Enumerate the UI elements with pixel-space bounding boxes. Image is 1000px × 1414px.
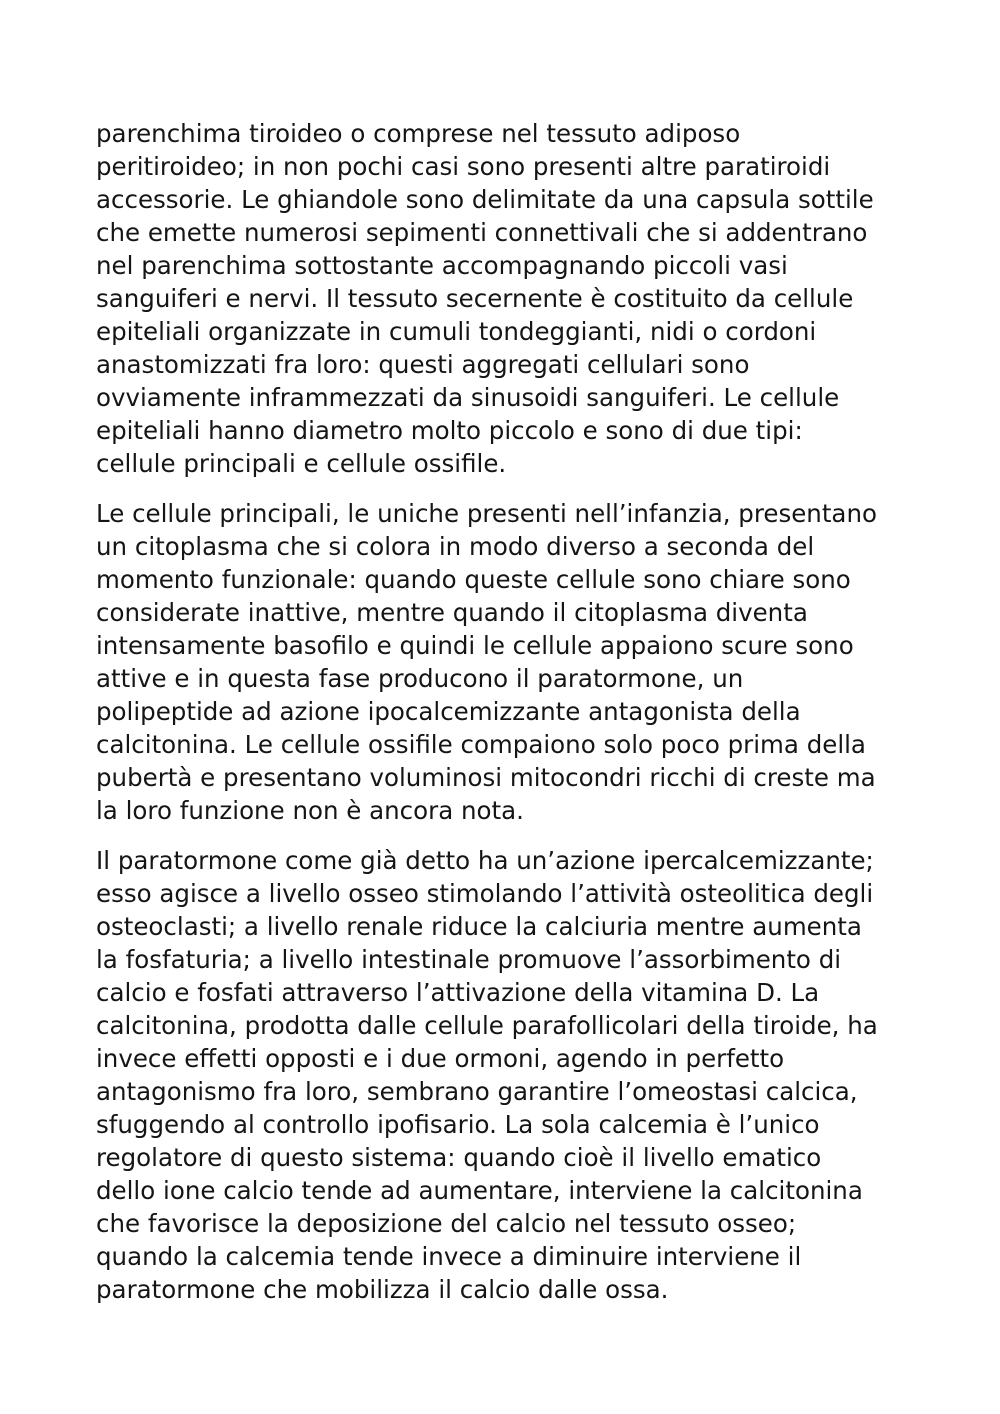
text-line: ovviamente inframmezzati da sinusoidi sanguiferi. Le cellule: [96, 383, 840, 412]
text-line: che favorisce la deposizione del calcio nel tessuto osseo;: [96, 1209, 797, 1238]
text-line: invece effetti opposti e i due ormoni, agendo in perfetto: [96, 1044, 785, 1073]
paragraph-1: [96, 117, 916, 480]
text-line: osteoclasti; a livello renale riduce la calciuria mentre aumenta: [96, 912, 862, 941]
text-line: momento funzionale: quando queste cellule sono chiare sono: [96, 565, 851, 594]
text-line: sfuggendo al controllo ipofisario. La sola calcemia è l’unico: [96, 1110, 820, 1139]
text-line: epiteliali hanno diametro molto piccolo e sono di due tipi:: [96, 416, 803, 445]
text-line: esso agisce a livello osseo stimolando l’attività osteolitica degli: [96, 879, 874, 908]
text-line: pubertà e presentano voluminosi mitocondri ricchi di creste ma: [96, 763, 876, 792]
text-line: calcitonina. Le cellule ossifile compaiono solo poco prima della: [96, 730, 866, 759]
text-line: nel parenchima sottostante accompagnando piccoli vasi: [96, 251, 788, 280]
text-line: sanguiferi e nervi. Il tessuto secernente è costituito da cellule: [96, 284, 854, 313]
paragraph-2: [96, 497, 916, 827]
text-line: la fosfaturia; a livello intestinale promuove l’assorbimento di: [96, 945, 842, 974]
paragraph-3: [96, 844, 916, 1306]
body-text: [96, 117, 916, 1306]
text-line: paratormone che mobilizza il calcio dalle ossa.: [96, 1275, 669, 1304]
text-line: Il paratormone come già detto ha un’azione ipercalcemizzante;: [96, 846, 874, 875]
text-line: intensamente basofilo e quindi le cellule appaiono scure sono: [96, 631, 854, 660]
text-line: epiteliali organizzate in cumuli tondeggianti, nidi o cordoni: [96, 317, 817, 346]
text-line: calcio e fosfati attraverso l’attivazione della vitamina D. La: [96, 978, 820, 1007]
text-line: quando la calcemia tende invece a diminuire interviene il: [96, 1242, 802, 1271]
text-line: dello ione calcio tende ad aumentare, interviene la calcitonina: [96, 1176, 863, 1205]
text-line: parenchima tiroideo o comprese nel tessuto adiposo: [96, 119, 741, 148]
text-line: attive e in questa fase producono il paratormone, un: [96, 664, 744, 693]
text-line: regolatore di questo sistema: quando cioè il livello ematico: [96, 1143, 822, 1172]
text-line: peritiroideo; in non pochi casi sono presenti altre paratiroidi: [96, 152, 831, 181]
text-line: considerate inattive, mentre quando il citoplasma diventa: [96, 598, 808, 627]
text-line: la loro funzione non è ancora nota.: [96, 796, 524, 825]
text-line: cellule principali e cellule ossifile.: [96, 449, 507, 478]
text-line: che emette numerosi sepimenti connettivali che si addentrano: [96, 218, 868, 247]
text-line: Le cellule principali, le uniche presenti nell’infanzia, presentano: [96, 499, 877, 528]
text-line: un citoplasma che si colora in modo diverso a seconda del: [96, 532, 815, 561]
text-line: polipeptide ad azione ipocalcemizzante antagonista della: [96, 697, 801, 726]
text-line: anastomizzati fra loro: questi aggregati cellulari sono: [96, 350, 750, 379]
text-line: accessorie. Le ghiandole sono delimitate da una capsula sottile: [96, 185, 874, 214]
text-line: calcitonina, prodotta dalle cellule parafollicolari della tiroide, ha: [96, 1011, 878, 1040]
text-line: antagonismo fra loro, sembrano garantire l’omeostasi calcica,: [96, 1077, 858, 1106]
